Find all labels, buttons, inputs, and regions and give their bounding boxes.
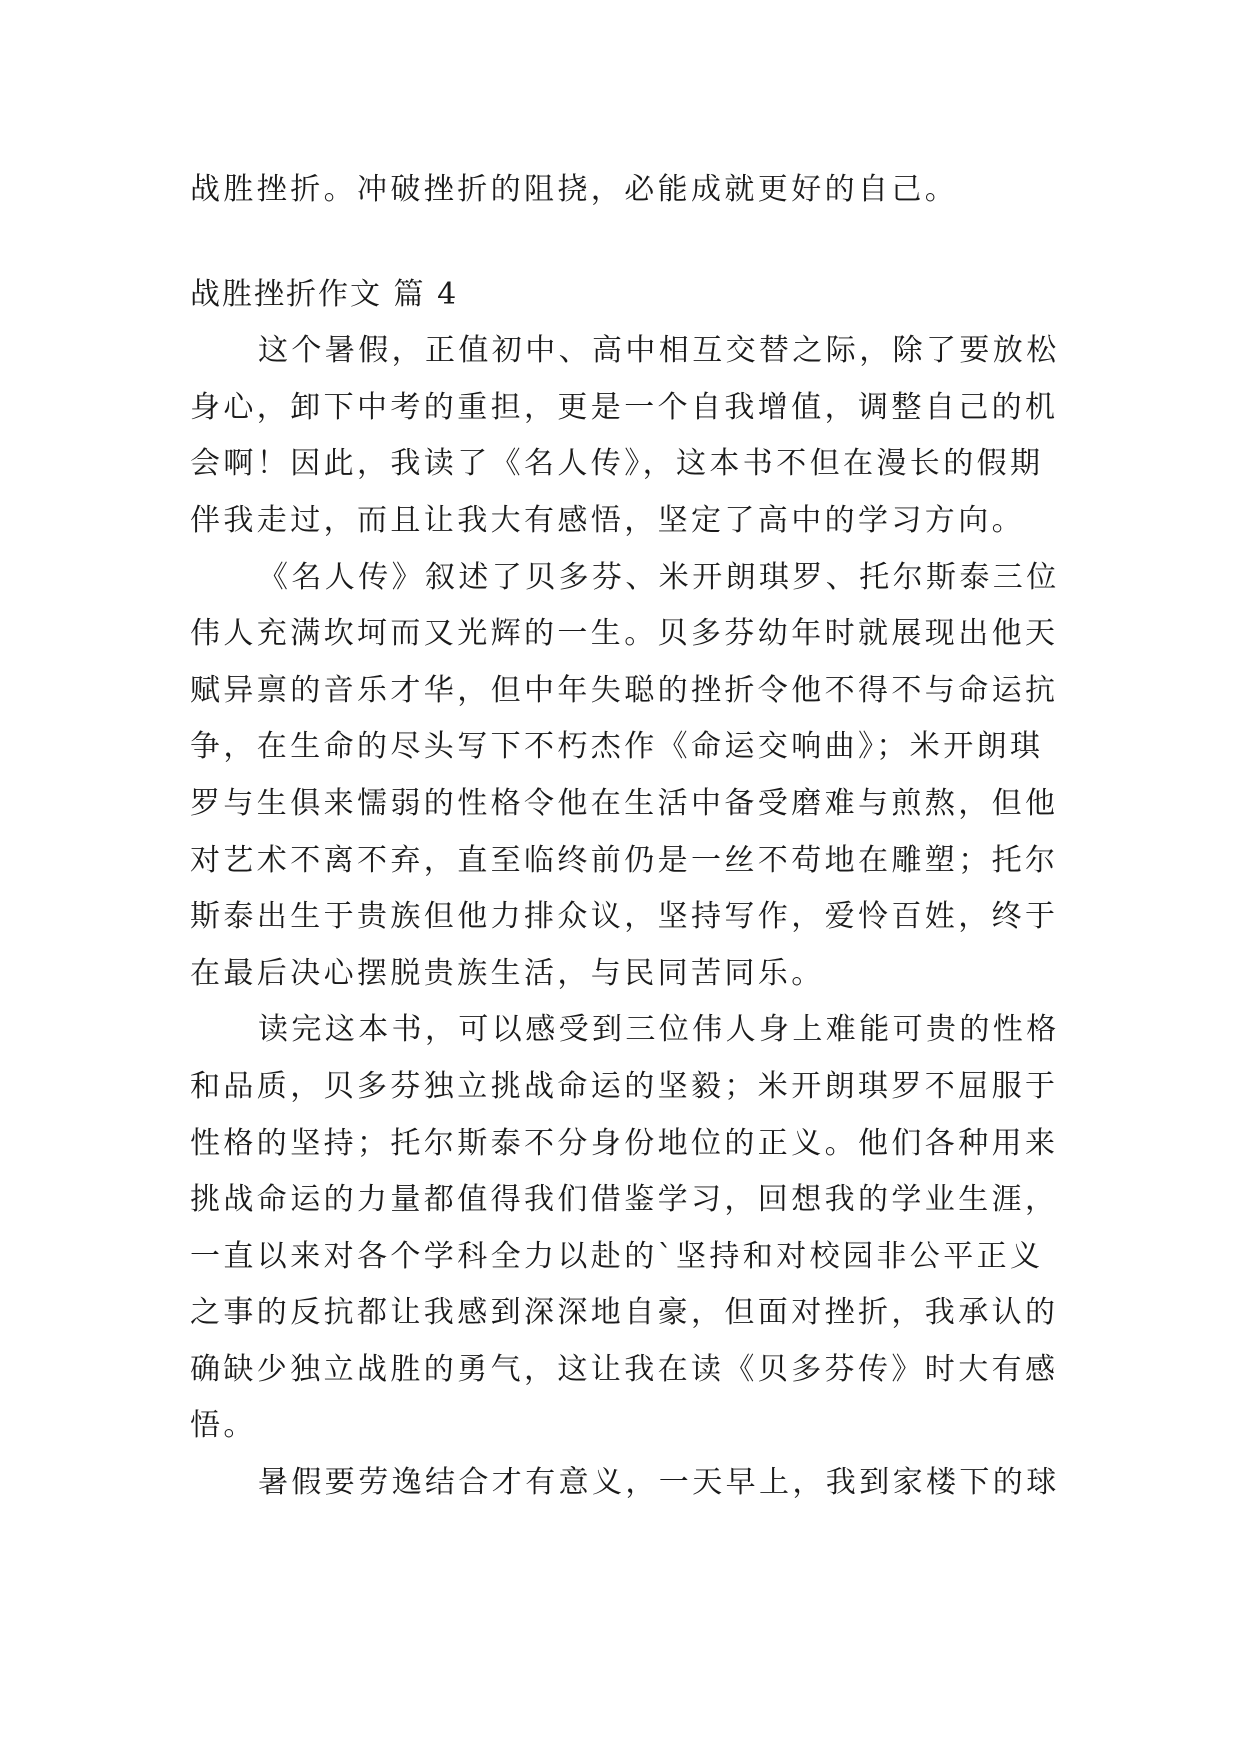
- paragraph-2: [190, 550, 1070, 1003]
- paragraph-line: 暑假要劳逸结合才有意义，一天早上，我到家楼下的球: [258, 1465, 1060, 1501]
- paragraph-line: 会啊！因此，我读了《名人传》，这本书不但在漫长的假期: [190, 446, 1044, 482]
- paragraph-line: 斯泰出生于贵族但他力排众议，坚持写作，爱怜百姓，终于: [190, 899, 1059, 935]
- paragraph-line: 之事的反抗都让我感到深深地自豪，但面对挫折，我承认的: [190, 1295, 1059, 1331]
- paragraph-line: 悟。: [190, 1408, 257, 1444]
- paragraph-line: 性格的坚持；托尔斯泰不分身份地位的正义。他们各种用来: [190, 1125, 1059, 1161]
- paragraph-line: 确缺少独立战胜的勇气，这让我在读《贝多芬传》时大有感: [190, 1351, 1059, 1387]
- paragraph-line: 赋异禀的音乐才华，但中年失聪的挫折令他不得不与命运抗: [190, 672, 1059, 708]
- paragraph-line: 对艺术不离不弃，直至临终前仍是一丝不苟地在雕塑；托尔: [190, 842, 1059, 878]
- paragraph-line: 读完这本书，可以感受到三位伟人身上难能可贵的性格: [258, 1012, 1060, 1048]
- paragraph-line: 和品质，贝多芬独立挑战命运的坚毅；米开朗琪罗不屈服于: [190, 1068, 1059, 1104]
- lead-line: 战胜挫折。冲破挫折的阻挠，必能成就更好的自己。: [190, 172, 959, 207]
- paragraph-1: [190, 323, 1070, 549]
- paragraph-line: 身心，卸下中考的重担，更是一个自我增值，调整自己的机: [190, 389, 1059, 425]
- paragraph-line: 争，在生命的尽头写下不朽杰作《命运交响曲》；米开朗琪: [190, 729, 1044, 765]
- paragraph-4: [190, 1455, 1070, 1512]
- paragraph-line: 伟人充满坎坷而又光辉的一生。贝多芬幼年时就展现出他天: [190, 616, 1059, 652]
- paragraph-line: 伴我走过，而且让我大有感悟，坚定了高中的学习方向。: [190, 502, 1025, 538]
- paragraph-line: 在最后决心摆脱贵族生活，与民同苦同乐。: [190, 955, 825, 991]
- document-body: [190, 162, 1070, 1512]
- paragraph-line: 一直以来对各个学科全力以赴的`坚持和对校园非公平正义: [190, 1238, 1044, 1274]
- paragraph-line: 挑战命运的力量都值得我们借鉴学习，回想我的学业生涯，: [190, 1182, 1059, 1218]
- paragraph-3: [190, 1002, 1070, 1455]
- section-heading: 战胜挫折作文 篇 4: [190, 276, 459, 312]
- paragraph-line: 《名人传》叙述了贝多芬、米开朗琪罗、托尔斯泰三位: [258, 559, 1060, 595]
- paragraph-line: 罗与生俱来懦弱的性格令他在生活中备受磨难与煎熬，但他: [190, 785, 1059, 821]
- paragraph-line: 这个暑假，正值初中、高中相互交替之际，除了要放松: [258, 333, 1060, 369]
